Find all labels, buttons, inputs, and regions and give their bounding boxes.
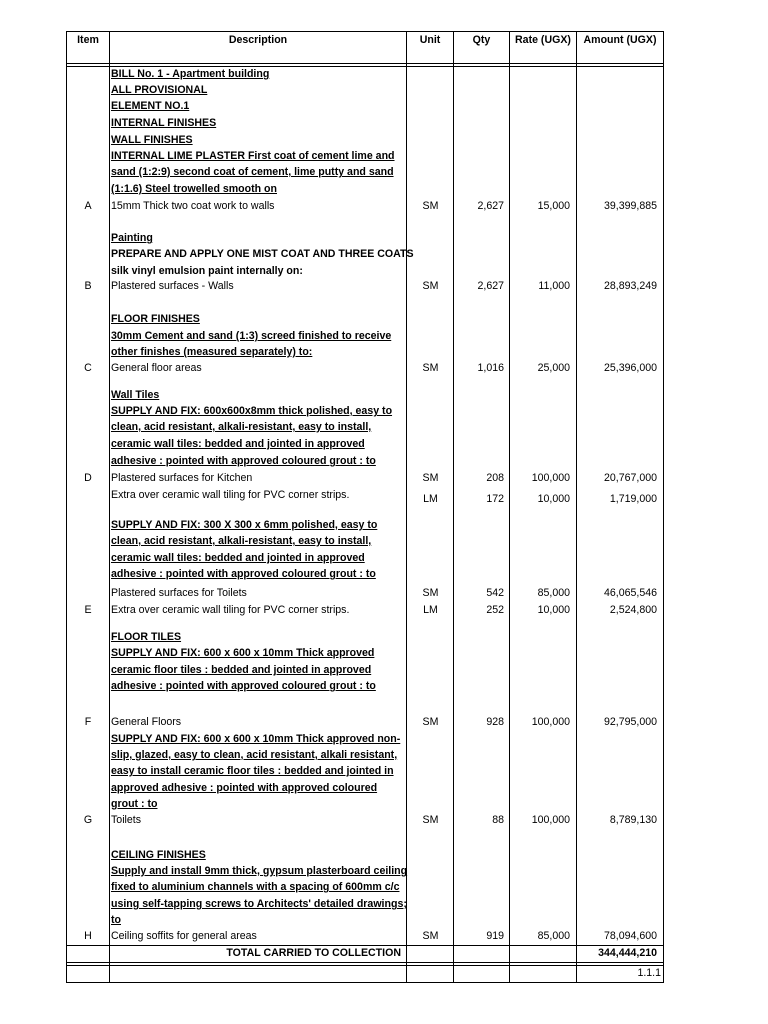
item-code: F: [84, 716, 92, 728]
section-heading: CEILING FINISHES: [111, 849, 206, 861]
item-amount: 28,893,249: [603, 280, 657, 292]
item-code: G: [83, 814, 93, 826]
table-border-right: [663, 31, 664, 983]
section-heading: ALL PROVISIONAL: [111, 84, 208, 96]
column-divider: [109, 31, 110, 983]
spec-text: INTERNAL LIME PLASTER First coat of cement lime and: [111, 150, 395, 162]
header-qty: Qty: [472, 34, 491, 46]
item-rate: 10,000: [537, 493, 570, 505]
item-amount: 1,719,000: [609, 493, 657, 505]
section-heading: ELEMENT NO.1: [111, 100, 190, 112]
item-description: Toilets: [111, 814, 142, 826]
item-rate: 100,000: [531, 716, 570, 728]
item-rate: 85,000: [537, 587, 570, 599]
item-amount: 39,399,885: [603, 200, 657, 212]
item-unit: SM: [422, 200, 439, 212]
item-qty: 1,016: [477, 362, 504, 374]
spec-text: ceramic wall tiles: bedded and jointed in approved: [111, 438, 365, 450]
item-amount: 20,767,000: [603, 472, 657, 484]
total-amount: 344,444,210: [598, 947, 657, 959]
item-description: Plastered surfaces - Walls: [111, 280, 234, 292]
item-rate: 10,000: [537, 604, 570, 616]
item-qty: 919: [486, 930, 504, 942]
spec-text: adhesive : pointed with approved coloured grout : to: [111, 680, 376, 692]
column-divider: [509, 31, 510, 983]
item-amount: 78,094,600: [603, 930, 657, 942]
spec-text: ceramic wall tiles: bedded and jointed in approved: [111, 552, 365, 564]
item-description: Ceiling soffits for general areas: [111, 930, 257, 942]
section-heading: FLOOR FINISHES: [111, 313, 200, 325]
spec-text: SUPPLY AND FIX: 300 X 300 x 6mm polished, easy to: [111, 519, 378, 531]
item-description: 15mm Thick two coat work to walls: [111, 200, 275, 212]
header-item: Item: [77, 34, 99, 46]
spec-text: SUPPLY AND FIX: 600 x 600 x 10mm Thick approved non-: [111, 733, 401, 745]
spec-text: Supply and install 9mm thick, gypsum plasterboard ceiling: [111, 865, 408, 877]
item-description: Plastered surfaces for Toilets: [111, 587, 247, 599]
item-qty: 172: [486, 493, 504, 505]
column-divider: [576, 31, 577, 983]
item-unit: SM: [422, 472, 439, 484]
item-qty: 2,627: [477, 280, 504, 292]
spec-text: 30mm Cement and sand (1:3) screed finished to receive: [111, 330, 392, 342]
item-description: Plastered surfaces for Kitchen: [111, 472, 253, 484]
item-amount: 25,396,000: [603, 362, 657, 374]
header-unit: Unit: [419, 34, 441, 46]
item-code: C: [84, 362, 92, 374]
item-unit: SM: [422, 280, 439, 292]
item-qty: 88: [492, 814, 504, 826]
section-heading: Painting: [111, 232, 153, 244]
spec-text: grout : to: [111, 798, 158, 810]
section-heading: WALL FINISHES: [111, 134, 193, 146]
item-rate: 11,000: [538, 280, 570, 292]
item-unit: LM: [423, 493, 438, 505]
table-border-top: [66, 31, 664, 32]
item-description: Extra over ceramic wall tiling for PVC corner strips.: [111, 604, 350, 616]
section-heading: Wall Tiles: [111, 389, 160, 401]
spec-text: using self-tapping screws to Architects' detailed drawings;: [111, 898, 407, 910]
section-heading: INTERNAL FINISHES: [111, 117, 217, 129]
item-qty: 542: [486, 587, 504, 599]
item-unit: SM: [422, 362, 439, 374]
table-border-left: [66, 31, 67, 983]
column-divider: [453, 31, 454, 983]
spec-text: sand (1:2:9) second coat of cement, lime putty and sand: [111, 166, 394, 178]
item-amount: 8,789,130: [609, 814, 657, 826]
item-unit: SM: [422, 587, 439, 599]
header-amount: Amount (UGX): [583, 34, 657, 46]
item-qty: 252: [486, 604, 504, 616]
spec-text: clean, acid resistant, alkali-resistant, easy to install,: [111, 535, 372, 547]
total-label: TOTAL CARRIED TO COLLECTION: [226, 947, 401, 959]
item-amount: 92,795,000: [603, 716, 657, 728]
table-border-bottom: [66, 982, 664, 983]
item-rate: 100,000: [531, 814, 570, 826]
bill-title: BILL No. 1 - Apartment building: [111, 68, 270, 80]
total-divider: [66, 965, 664, 966]
item-description: General Floors: [111, 716, 182, 728]
item-code: D: [84, 472, 92, 484]
spec-text: fixed to aluminium channels with a spacing of 600mm c/c: [111, 881, 400, 893]
item-amount: 2,524,800: [609, 604, 657, 616]
spec-text: silk vinyl emulsion paint internally on:: [111, 265, 303, 277]
item-amount: 46,065,546: [603, 587, 657, 599]
spec-text: (1:1.6) Steel trowelled smooth on: [111, 183, 277, 195]
spec-text: approved adhesive : pointed with approved coloured: [111, 782, 378, 794]
item-description: Extra over ceramic wall tiling for PVC corner strips.: [111, 489, 350, 501]
item-code: H: [84, 930, 92, 942]
spec-text: ceramic floor tiles : bedded and jointed in approved: [111, 664, 372, 676]
item-unit: SM: [422, 814, 439, 826]
spec-text: other finishes (measured separately) to:: [111, 346, 313, 358]
section-heading: FLOOR TILES: [111, 631, 182, 643]
header-description: Description: [228, 34, 288, 46]
spec-text: clean, acid resistant, alkali-resistant, easy to install,: [111, 421, 372, 433]
spec-text: SUPPLY AND FIX: 600x600x8mm thick polished, easy to: [111, 405, 393, 417]
item-qty: 2,627: [477, 200, 504, 212]
spec-text: to: [111, 914, 121, 926]
item-rate: 85,000: [537, 930, 570, 942]
header-divider: [66, 63, 664, 64]
spec-text: SUPPLY AND FIX: 600 x 600 x 10mm Thick approved: [111, 647, 375, 659]
spec-text: adhesive : pointed with approved coloured grout : to: [111, 568, 376, 580]
spec-text: slip, glazed, easy to clean, acid resistant, alkali resistant,: [111, 749, 398, 761]
item-code: B: [84, 280, 92, 292]
spec-text: adhesive : pointed with approved coloured grout : to: [111, 455, 376, 467]
spec-text: easy to install ceramic floor tiles : bedded and jointed in: [111, 765, 394, 777]
item-unit: SM: [422, 930, 439, 942]
item-rate: 15,000: [537, 200, 570, 212]
item-qty: 208: [486, 472, 504, 484]
item-unit: LM: [423, 604, 438, 616]
item-rate: 100,000: [531, 472, 570, 484]
column-divider: [406, 31, 407, 983]
item-qty: 928: [486, 716, 504, 728]
item-description: General floor areas: [111, 362, 202, 374]
page-reference: 1.1.1: [637, 967, 661, 979]
item-code: E: [84, 604, 92, 616]
header-rate: Rate (UGX): [515, 34, 571, 46]
spec-text: PREPARE AND APPLY ONE MIST COAT AND THREE COATS: [111, 248, 414, 260]
item-code: A: [84, 200, 92, 212]
item-unit: SM: [422, 716, 439, 728]
item-rate: 25,000: [537, 362, 570, 374]
total-divider: [66, 962, 664, 963]
